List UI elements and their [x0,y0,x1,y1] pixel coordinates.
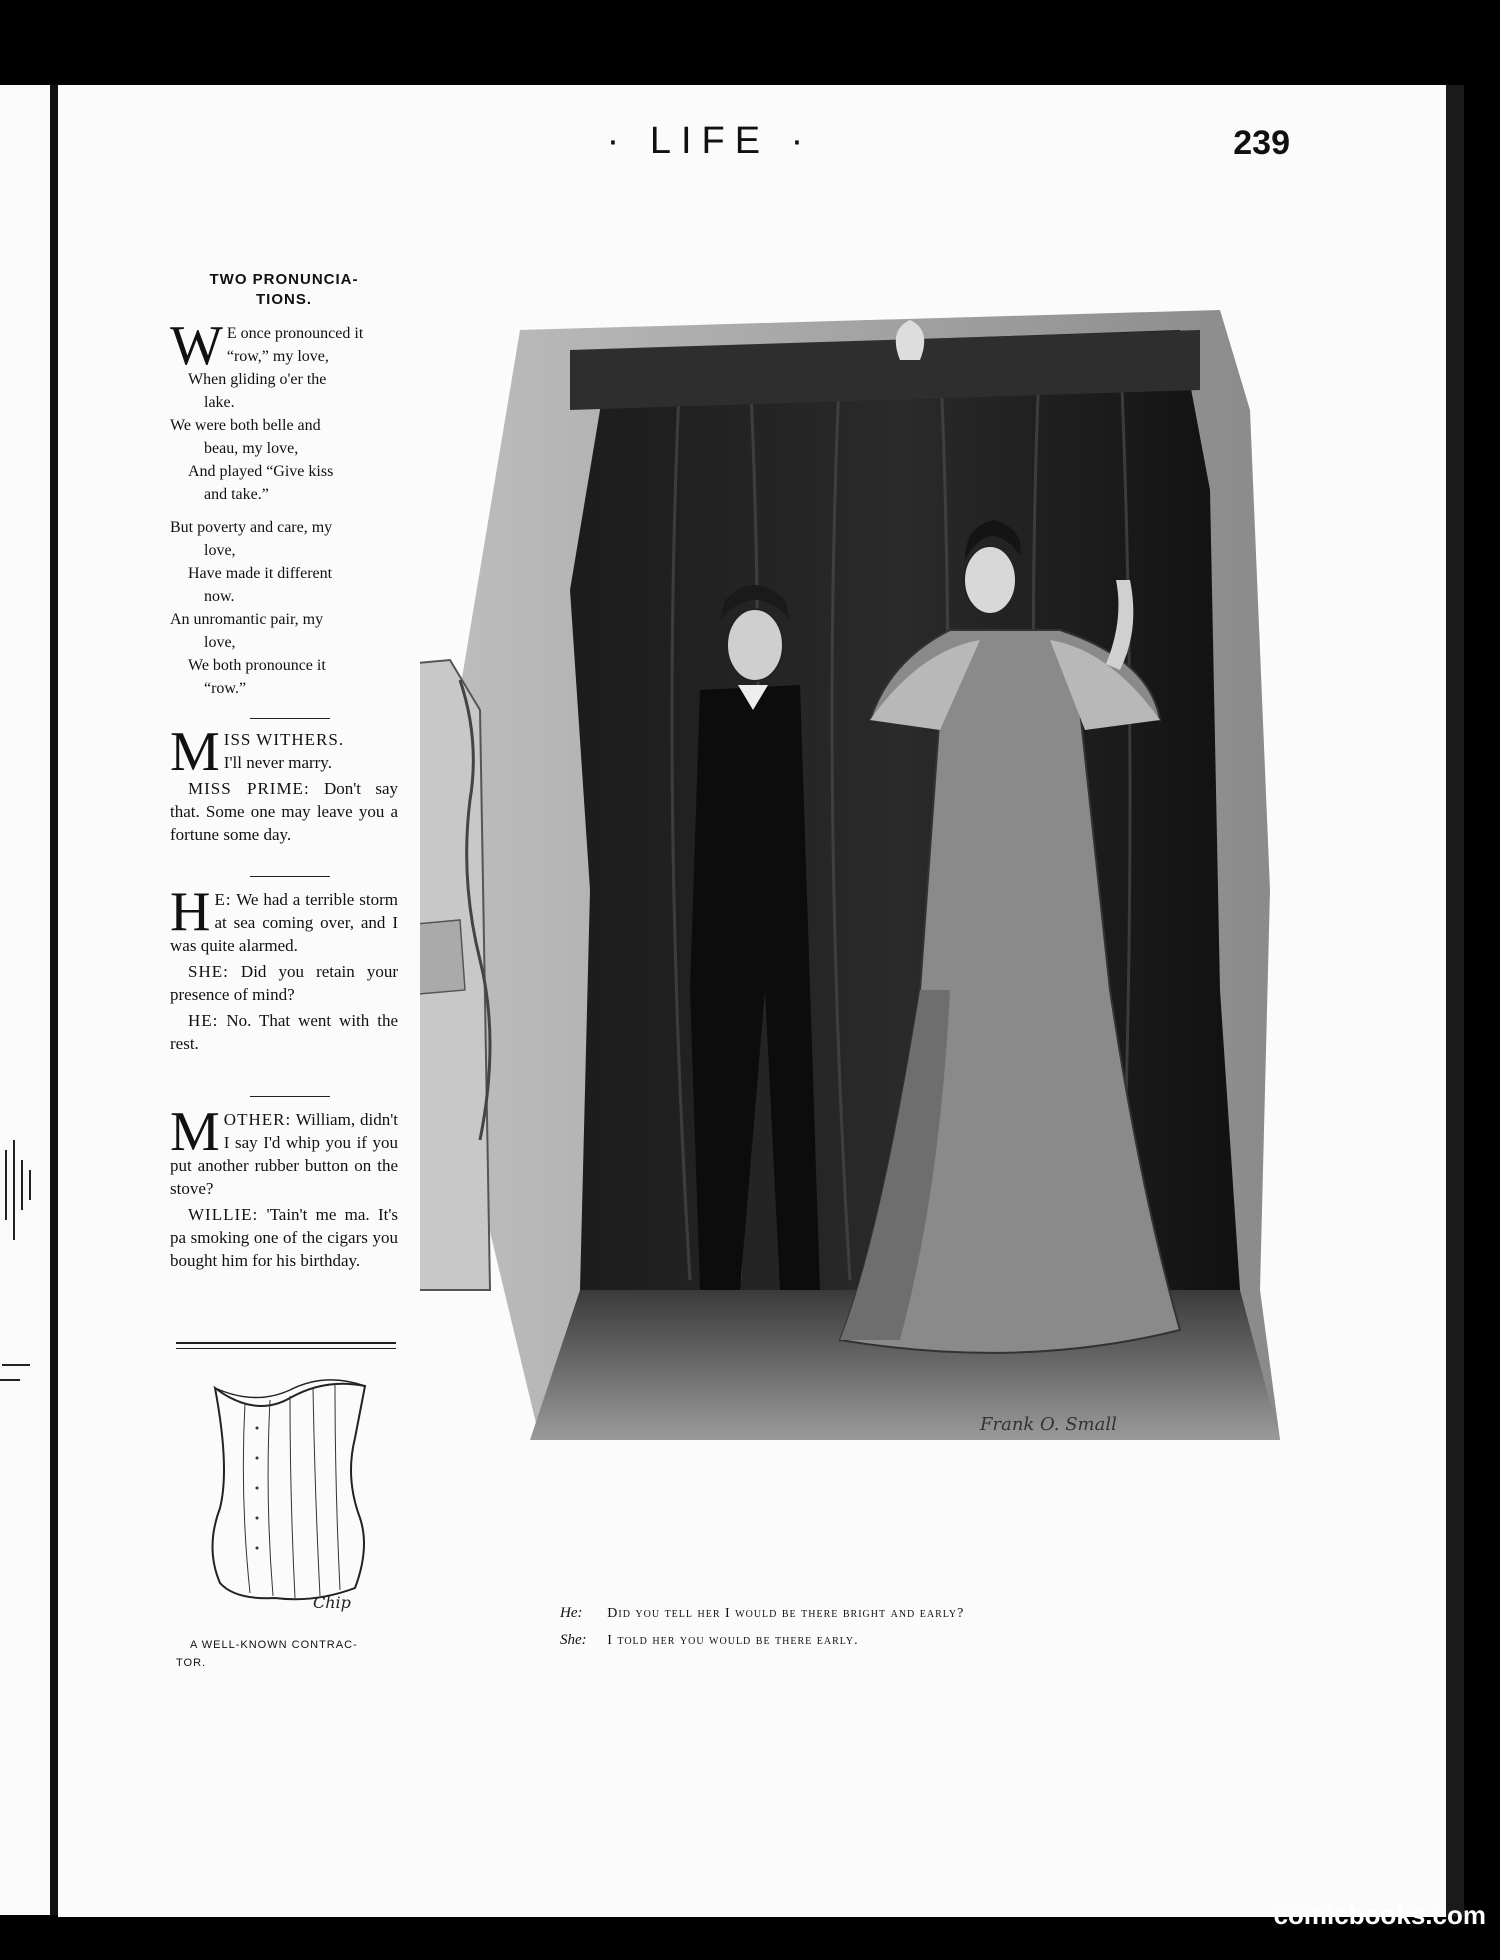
poem-line: love, [204,542,236,559]
dialogue-text: Don't say that. Some one may leave you a fortune some day. [170,779,398,844]
corset-caption-line2: TOR. [176,1657,207,1669]
poem-body [170,315,398,700]
corset-caption [176,1636,400,1672]
poem-line: E once pronounced it [226,325,364,342]
poem-title [170,270,398,310]
speaker-label: HE: [188,1011,219,1030]
page-number: 239 [1233,124,1290,162]
caption-text-he: Did you tell her I would be there bright and early? [607,1606,965,1621]
section-divider [250,876,330,877]
poem-line: And played “Give kiss [188,463,334,480]
poem-line: We were both belle and [170,417,321,434]
caption-line-she [560,1627,1160,1654]
section-divider [250,718,330,719]
poem-line: When gliding o'er the [188,371,327,388]
corset-caption-line1: A WELL-KNOWN CONTRAC- [190,1639,358,1651]
speaker-label: MISS PRIME: [188,779,310,798]
caption-line-he [560,1600,1160,1627]
joke-miss-withers [170,721,398,849]
poem-line: Have made it different [188,565,333,582]
joke2-dropcap: H [170,881,211,943]
poem-line: “row,” my love, [226,348,329,365]
dialogue-text: Did you retain your presence of mind? [170,962,399,1004]
artist-signature: Frank O. Small [980,1414,1117,1435]
speaker-label: SHE: [188,962,229,981]
dialogue-text: We had a terrible storm at sea coming over, and I was quite alarmed. [170,890,398,955]
caption-speaker-he: He: [560,1605,583,1621]
joke-storm-at-sea [170,881,399,1058]
stanza-gap [170,506,398,516]
page-edge-right [1446,85,1464,1917]
poem-line: An unromantic pair, my [170,611,324,628]
bleed-through-marks [0,1130,40,1430]
poem-line: lake. [204,394,235,411]
poem-line: now. [204,588,235,605]
speaker-label: E: [214,890,232,909]
dialogue-text: William, didn't I say I'd whip you if you put another rubber button on the stove? [170,1110,398,1198]
joke3-dropcap: M [170,1101,220,1163]
poem-line: But poverty and care, my [170,519,333,536]
poem-title-line2: TIONS. [255,291,312,308]
dialogue-text: No. That went with the rest. [170,1011,398,1053]
poem-line: “row.” [204,680,247,697]
cartoonist-signature: Chip [313,1593,351,1612]
speaker-label: ISS WITHERS. [223,730,345,749]
corset-illustration [195,1368,385,1618]
illustration-caption [560,1600,1160,1654]
speaker-label: OTHER: [223,1110,292,1129]
joke-rubber-button [170,1101,399,1275]
poem-dropcap: W [170,315,223,377]
magazine-title: · LIFE · [606,120,814,162]
caption-text-she: I told her you would be there early. [607,1633,859,1648]
dialogue-text: I'll never marry. [223,753,332,772]
speaker-label: WILLIE: [188,1205,259,1224]
poem-line: We both pronounce it [188,657,326,674]
poem-title-line1: TWO PRONUNCIA- [209,271,359,288]
dialogue-text: 'Tain't me ma. It's pa smoking one of the cigars you bought him for his birthday. [170,1205,399,1270]
joke1-dropcap: M [170,721,220,783]
poem-line: beau, my love, [204,440,299,457]
double-divider [176,1342,396,1349]
caption-speaker-she: She: [560,1632,587,1648]
drawing-couple-at-curtain [420,290,1300,1490]
binding-shadow [50,85,58,1915]
poem-line: and take.” [204,486,269,503]
section-divider [250,1096,330,1097]
poem-line: love, [204,634,236,651]
site-watermark: comicbooks.com [1273,1900,1486,1930]
